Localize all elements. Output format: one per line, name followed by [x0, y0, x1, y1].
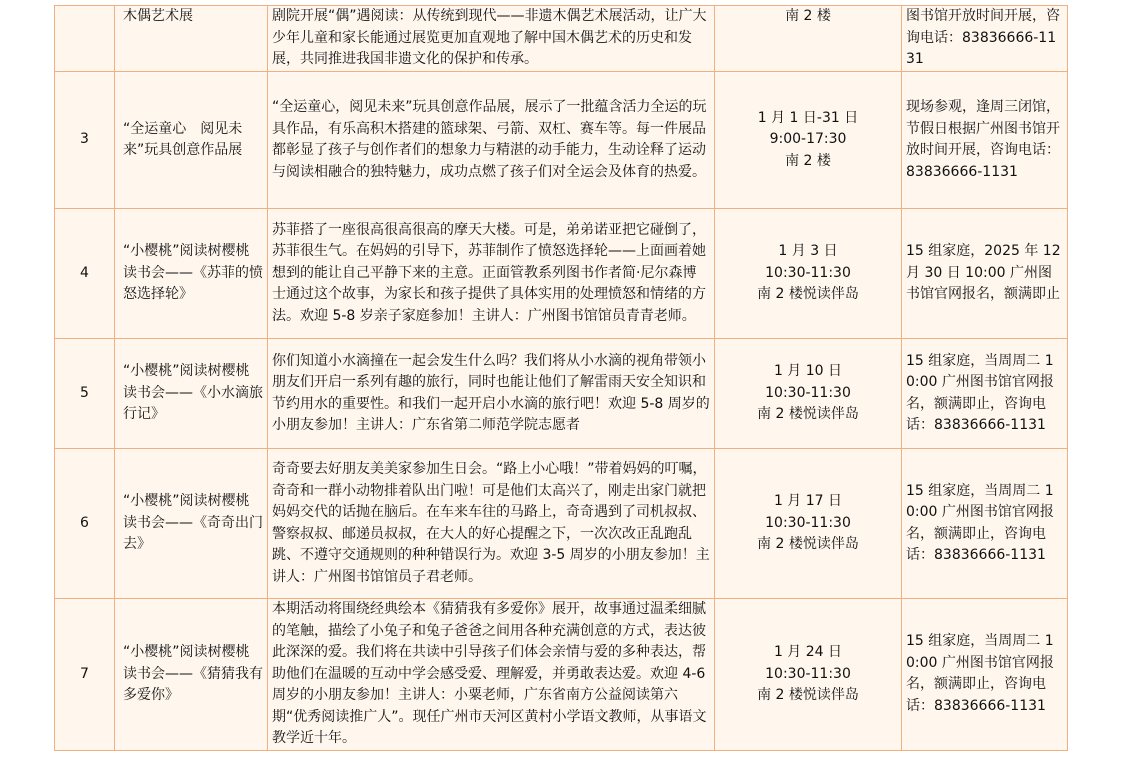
activity-remark: 15 组家庭，当周周二 10:00 广州图书馆官网报名，额满即止，咨询电话：83836666-1131 — [902, 339, 1068, 449]
row-number — [55, 6, 115, 72]
activity-remark: 现场参观，逢周三闭馆，节假日根据广州图书馆开放时间开展，咨询电话：83836666-1131 — [902, 72, 1068, 209]
table-row — [55, 72, 1068, 209]
activity-time-place — [715, 6, 902, 72]
row-number: 4 — [55, 209, 115, 339]
activity-remark: 15 组家庭，2025 年 12 月 30 日 10:00 广州图书馆官网报名，额满即止 — [902, 209, 1068, 339]
activity-hours: 10:30-11:30 — [765, 384, 851, 401]
activity-hours: 10:30-11:30 — [765, 514, 851, 531]
activity-name: “小樱桃”阅读树樱桃读书会——《小水滴旅行记》 — [115, 339, 268, 449]
activity-location: 南 2 楼 — [785, 8, 831, 24]
activity-description: 苏菲搭了一座很高很高很高的摩天大楼。可是，弟弟诺亚把它碰倒了，苏菲很生气。在妈妈的引导下，苏菲制作了愤怒选择轮——上面画着她想到的能让自己平静下来的主意。正面管教系列图书作者简·尼尔森博士通过这个故事，为家长和孩子提供了具体实用的处理愤怒和情绪的方法。欢迎 5-8 岁亲子家庭参加！主讲人：广州图书馆馆员青青老师。 — [268, 209, 715, 339]
activity-time-place — [715, 209, 902, 339]
activity-name: “小樱桃”阅读树樱桃读书会——《猜猜我有多爱你》 — [115, 599, 268, 751]
activity-remark: 15 组家庭，当周周二 10:00 广州图书馆官网报名，额满即止，咨询电话：83836666-1131 — [902, 449, 1068, 599]
table-row — [55, 6, 1068, 72]
activity-remark: 15 组家庭，当周周二 10:00 广州图书馆官网报名，额满即止，咨询电话：83836666-1131 — [902, 599, 1068, 751]
activity-date: 1 月 17 日 — [773, 493, 843, 510]
table-row — [55, 209, 1068, 339]
activity-location: 南 2 楼 — [785, 152, 831, 169]
activity-hours: 9:00-17:30 — [769, 131, 847, 148]
activity-description: 你们知道小水滴撞在一起会发生什么吗？我们将从小水滴的视角带领小朋友们开启一系列有趣的旅行，同时也能让他们了解雷雨天安全知识和节约用水的重要性。和我们一起开启小水滴的旅行吧！欢迎 5-8 周岁的小朋友参加！主讲人：广东省第二师范学院志愿者 — [268, 339, 715, 449]
activity-date: 1 月 24 日 — [773, 644, 843, 660]
row-number: 6 — [55, 449, 115, 599]
table-row — [55, 599, 1068, 751]
activity-description: 奇奇要去好朋友美美家参加生日会。“路上小心哦！”带着妈妈的叮嘱，奇奇和一群小动物排着队出门啦！可是他们太高兴了，刚走出家门就把妈妈交代的话抛在脑后。在车来车往的马路上，奇奇遇到了司机叔叔、警察叔叔、邮递员叔叔，在大人的好心提醒之下，一次次改正乱跑乱跳、不遵守交通规则的种种错误行为。欢迎 3-5 周岁的小朋友参加！主讲人：广州图书馆馆员子君老师。 — [268, 449, 715, 599]
activity-date: 1 月 1 日-31 日 — [757, 109, 859, 126]
activity-description: 本期活动将围绕经典绘本《猜猜我有多爱你》展开，故事通过温柔细腻的笔触，描绘了小兔子和兔子爸爸之间用各种充满创意的方式，表达彼此深深的爱。我们将在共读中引导孩子们体会亲情与爱的多种表达，帮助他们在温暖的互动中学会感受爱、理解爱，并勇敢表达爱。欢迎 4-6 周岁的小朋友参加！主讲人：小粟老师，广东省南方公益阅读第六期“优秀阅读推广人”。现任广州市天河区黄村小学语文教师，从事语文教学近十年。 — [268, 599, 715, 751]
activity-time-place — [715, 599, 902, 751]
activity-time-place — [715, 72, 902, 209]
activity-description: “全运童心，阅见未来”玩具创意作品展，展示了一批蕴含活力全运的玩具作品，有乐高积木搭建的篮球架、弓箭、双杠、赛车等。每一件展品都彰显了孩子与创作者们的想象力与精湛的动手能力，生动诠释了运动与阅读相融合的独特魅力，成功点燃了孩子们对全运会及体育的热爱。 — [268, 72, 715, 209]
table-row — [55, 339, 1068, 449]
activity-date: 1 月 10 日 — [773, 363, 843, 380]
row-number: 3 — [55, 72, 115, 209]
activity-table — [54, 5, 1068, 751]
activity-location: 南 2 楼悦读伴岛 — [757, 536, 859, 553]
table-row — [55, 449, 1068, 599]
activity-hours: 10:30-11:30 — [765, 665, 851, 682]
activity-location: 南 2 楼悦读伴岛 — [757, 406, 859, 423]
row-number: 5 — [55, 339, 115, 449]
activity-date: 1 月 3 日 — [778, 243, 838, 260]
activity-remark: 图书馆开放时间开展，咨询电话：83836666-1131 — [902, 6, 1068, 72]
activity-time-place — [715, 339, 902, 449]
activity-name: 木偶艺术展 — [115, 6, 268, 72]
activity-location: 南 2 楼悦读伴岛 — [757, 687, 859, 703]
activity-description: 剧院开展“偶”遇阅读：从传统到现代——非遗木偶艺术展活动，让广大少年儿童和家长能通过展览更加直观地了解中国木偶艺术的历史和发展，共同推进我国非遗文化的保护和传承。 — [268, 6, 715, 72]
row-number: 7 — [55, 599, 115, 751]
activity-name: “全运童心 阅见未来”玩具创意作品展 — [115, 72, 268, 209]
activity-name: “小樱桃”阅读树樱桃读书会——《苏菲的愤怒选择轮》 — [115, 209, 268, 339]
activity-name: “小樱桃”阅读树樱桃读书会——《奇奇出门去》 — [115, 449, 268, 599]
activity-time-place — [715, 449, 902, 599]
activity-hours: 10:30-11:30 — [765, 264, 851, 281]
activity-location: 南 2 楼悦读伴岛 — [757, 286, 859, 303]
